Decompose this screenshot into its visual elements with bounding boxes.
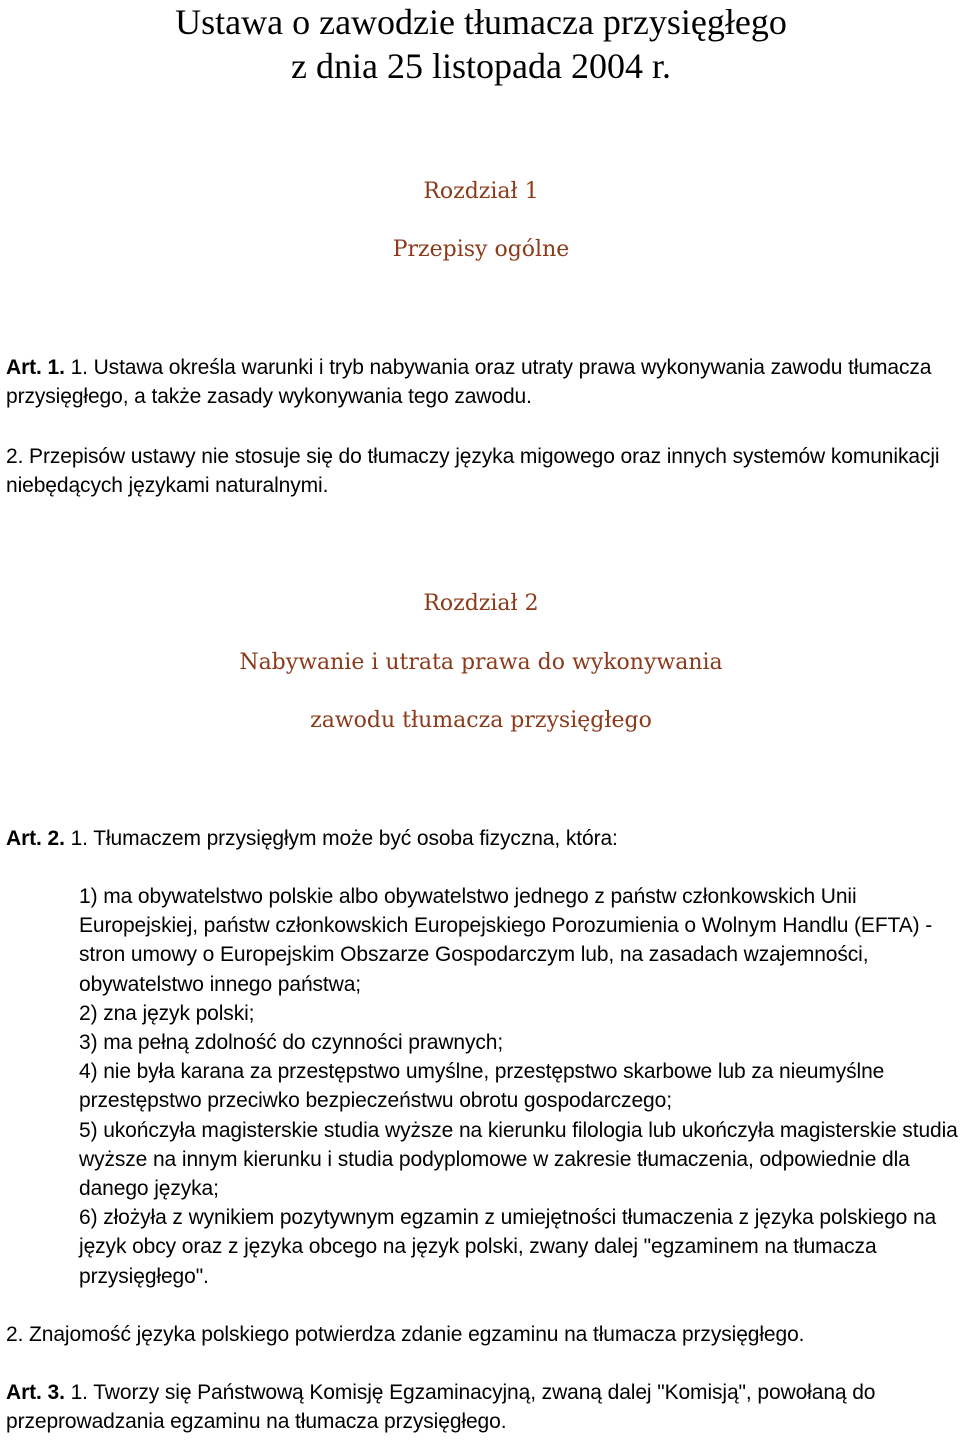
art-1-p1-text: 1. Ustawa określa warunki i tryb nabywania oraz utraty prawa wykonywania zawodu tłumacza przysięgłego, a także zasady wykonywania tego zawodu.: [6, 356, 932, 408]
document-title-line-1: Ustawa o zawodzie tłumacza przysięgłego: [175, 2, 787, 42]
list-item: 5) ukończyła magisterskie studia wyższe na kierunku filologia lub ukończyła magisterskie studia wyższe na innym kierunku i studia podyplomowe w zakresie tłumaczenia, odpowiednie dla danego języka;: [79, 1118, 958, 1201]
list-item: 4) nie była karana za przestępstwo umyślne, przestępstwo skarbowe lub za nieumyślne przestępstwo przeciwko bezpieczeństwu obrotu gospodarczego;: [79, 1060, 885, 1113]
document-title-line-2: z dnia 25 listopada 2004 r.: [291, 46, 671, 86]
chapter-2-name-line-2: zawodu tłumacza przysięgłego: [310, 708, 652, 733]
art-2-intro-text: 1. Tłumaczem przysięgłym może być osoba fizyczna, która:: [64, 827, 618, 850]
list-item: 1) ma obywatelstwo polskie albo obywatelstwo jednego z państw członkowskich Unii Europejskiej, państw członkowskich Europejskiego Porozumienia o Wolnym Handlu (EFTA) - stron umowy o Europejskim Obszarze Gospodarczym lub, na zasadach wzajemności, obywatelstwo innego państwa;: [79, 885, 933, 996]
art-3-p1-text: 1. Tworzy się Państwową Komisję Egzaminacyjną, zwaną dalej "Komisją", powołaną do przeprowadzania egzaminu na tłumacza przysięgłego.: [6, 1381, 876, 1433]
art-2-label: Art. 2.: [6, 827, 65, 850]
chapter-1-number: Rozdział 1: [423, 179, 539, 204]
art-1-paragraph-1: [6, 353, 956, 411]
art-3-paragraph-1: [6, 1378, 956, 1436]
chapter-2-name-line-1: Nabywanie i utrata prawa do wykonywania: [239, 650, 723, 675]
chapter-1-name: Przepisy ogólne: [392, 237, 570, 262]
art-2-conditions-list: [79, 882, 959, 1291]
art-3-label: Art. 3.: [6, 1381, 65, 1404]
chapter-2-number: Rozdział 2: [423, 591, 539, 616]
art-1-label: Art. 1.: [6, 356, 65, 379]
list-item: 6) złożyła z wynikiem pozytywnym egzamin z umiejętności tłumaczenia z języka polskiego na język obcy oraz z języka obcego na język polski, zwany dalej "egzaminem na tłumacza przysięgłego".: [79, 1206, 937, 1288]
list-item: 2) zna język polski;: [79, 1001, 255, 1025]
art-1-paragraph-2: 2. Przepisów ustawy nie stosuje się do tłumaczy języka migowego oraz innych systemów komunikacji niebędących językami naturalnymi.: [6, 445, 940, 497]
art-2-paragraph-2: 2. Znajomość języka polskiego potwierdza zdanie egzaminu na tłumacza przysięgłego.: [6, 1323, 805, 1346]
list-item: 3) ma pełną zdolność do czynności prawnych;: [79, 1031, 504, 1055]
art-2-paragraph-1: [6, 824, 956, 853]
